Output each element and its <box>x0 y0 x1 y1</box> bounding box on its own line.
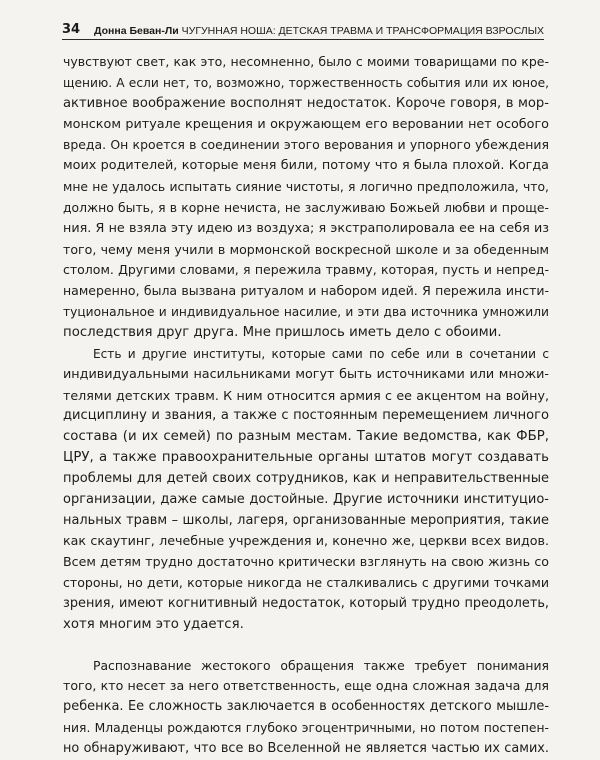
text-line: активное воображение восполнят недостаток. Короче говоря, в мор- <box>63 95 549 111</box>
text-line: последствия друг друга. Мне пришлось иметь дело с обоими. <box>63 324 502 340</box>
running-header <box>62 18 544 40</box>
text-line: состава (и их семей) по разным местам. Такие ведомства, как ФБР, <box>63 429 549 445</box>
text-line: мне не удалось испытать сияние чистоты, я логично предположила, что, <box>63 179 549 195</box>
running-head <box>94 25 544 37</box>
text-line: стороны, но дети, которые никогда не сталкивались с другими точками <box>63 575 549 591</box>
text-line: как скаутинг, лечебные учреждения и, конечно же, церкви всех видов. <box>63 533 549 549</box>
text-line: дисциплину и звания, а также с постоянным перемещением личного <box>63 408 549 424</box>
text-line: зрения, имеют когнитивный недостаток, который трудно преодолеть, <box>63 595 549 611</box>
text-line: но обнаруживают, что все во Вселенной не является частью их самих. <box>63 741 549 756</box>
text-line: Есть и другие институты, которые сами по себе или в сочетании с <box>93 346 549 361</box>
paragraph-1 <box>63 52 549 344</box>
paragraph-2 <box>63 344 549 636</box>
text-line: индивидуальными насильниками могут быть источниками или множи- <box>63 366 549 382</box>
book-title: ЧУГУННАЯ НОША: ДЕТСКАЯ ТРАВМА И ТРАНСФОРМАЦИЯ ВЗРОСЛЫХ <box>181 25 544 37</box>
text-line: столом. Другими словами, я пережила травму, которая, пусть и непред- <box>63 262 549 278</box>
author-name: Донна Беван-Ли <box>93 25 179 37</box>
text-line: вреда. Он кроется в соединении этого верования и упорного убеждения <box>63 137 549 153</box>
text-line: Распознавание жестокого обращения также требует понимания <box>93 657 549 673</box>
text-line: намеренно, была вызвана ритуалом и набором идей. Я пережила инсти- <box>63 283 549 299</box>
text-line: ЦРУ, а также правоохранительные органы штатов могут создавать <box>63 450 549 466</box>
text-line: нальных травм – школы, лагеря, организованные мероприятия, такие <box>63 512 549 528</box>
text-line: хотя многим это удается. <box>63 616 244 632</box>
paragraph-3 <box>63 656 549 760</box>
text-line: ния. Я не взяла эту идею из воздуха; я экстраполировала ее на себя из <box>63 220 549 236</box>
text-line: проблемы для детей своих сотрудников, как и неправительственные <box>63 470 549 486</box>
body-text <box>63 52 549 760</box>
text-line: организации, даже самые достойные. Другие источники институцио- <box>63 491 549 507</box>
text-line: чувствуют свет, как это, несомненно, было с моими товарищами по кре- <box>63 54 549 69</box>
text-line: телями детских травм. К ним относится армия с ее акцентом на войну, <box>63 387 549 403</box>
page-number: 34 <box>62 22 81 37</box>
text-line: Всем детям трудно достаточно критически взглянуть на свою жизнь со <box>63 554 549 570</box>
text-line: монском ритуале крещения и окружающем его веровании нет особого <box>63 116 549 132</box>
text-line: щению. А если нет, то, возможно, торжественность события или их юное, <box>63 75 549 90</box>
text-line: должно быть, я в корне нечиста, не заслуживаю Божьей любви и проще- <box>63 199 549 215</box>
text-line: ребенка. Ее сложность заключается в особенностях детского мышле- <box>63 699 549 715</box>
text-line: того, кто несет за него ответственность, еще одна сложная задача для <box>63 678 549 694</box>
section-break <box>63 636 549 656</box>
text-line: того, чему меня учили в мормонской воскресной школе и за обеденным <box>63 241 549 257</box>
text-line: туциональное и индивидуальное насилие, и эти два источника умножили <box>63 305 549 320</box>
text-line: моих родителей, которые меня били, потому что я была плохой. Когда <box>63 158 549 174</box>
text-line: ния. Младенцы рождаются глубоко эгоцентричными, но потом постепен- <box>63 721 549 736</box>
